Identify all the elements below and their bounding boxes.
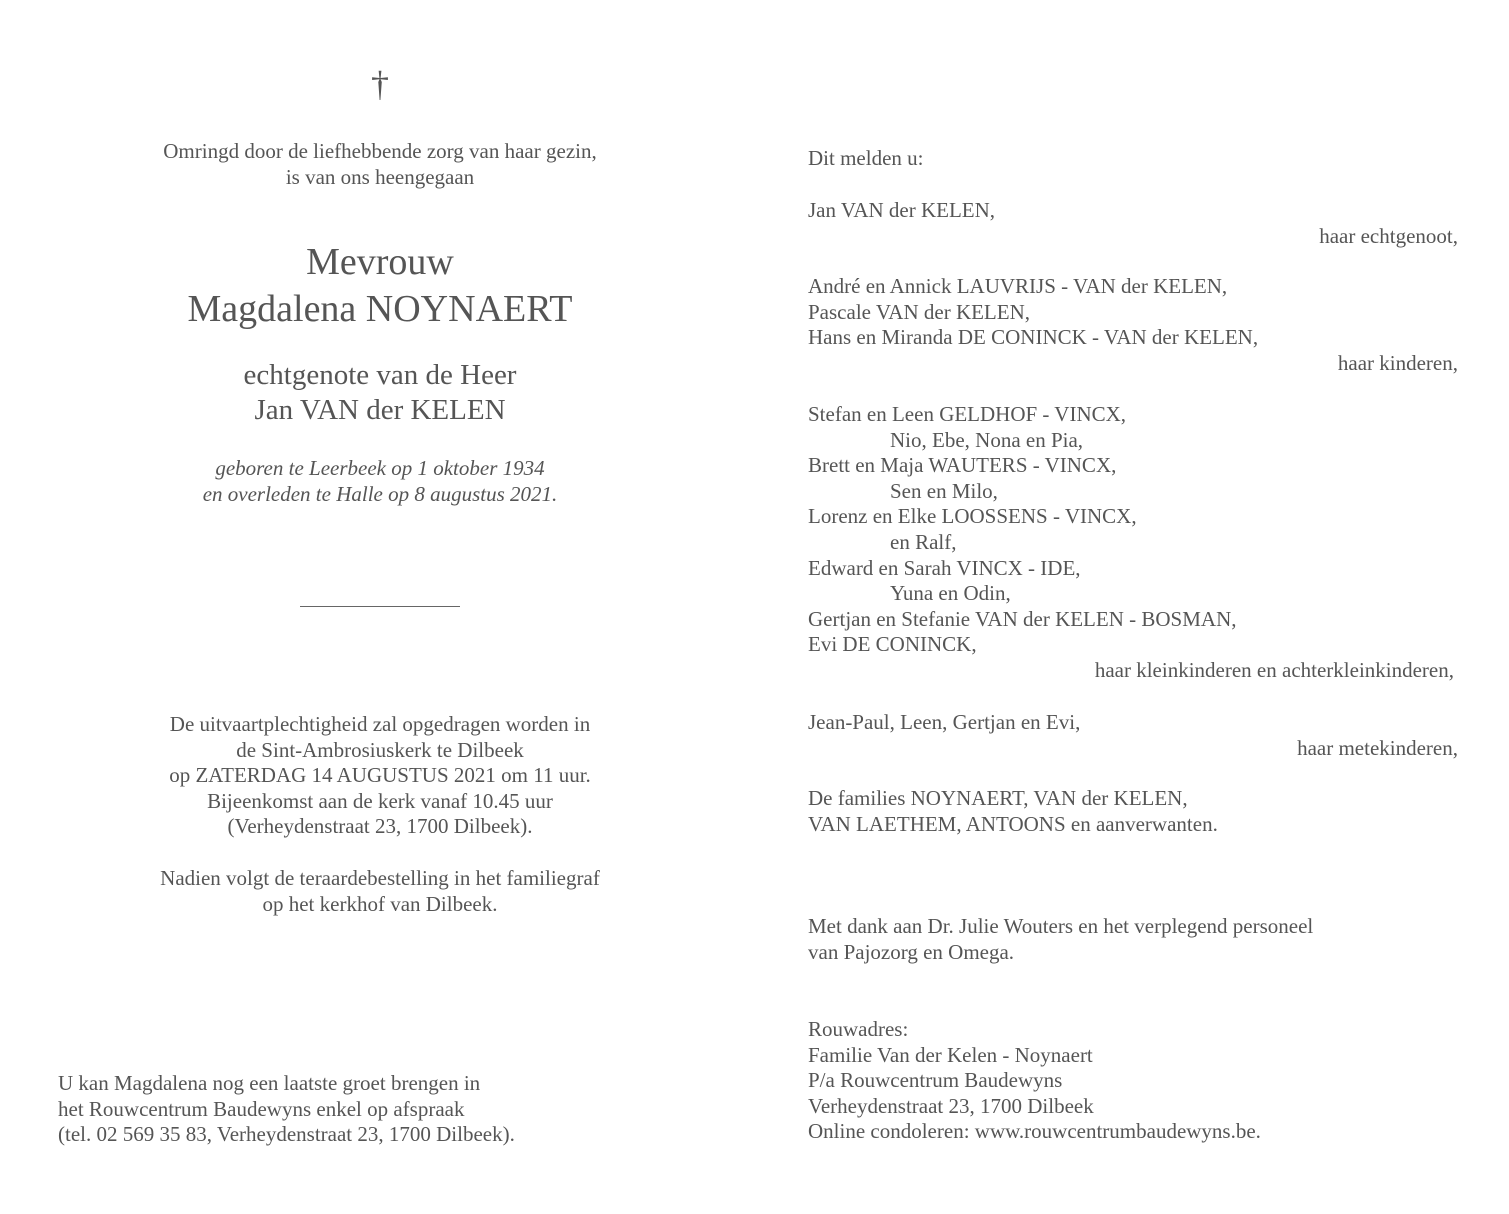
relation-label: haar metekinderen, [1297,735,1458,760]
thanks-block [808,914,1458,965]
child-line: Pascale VAN der KELEN, [808,299,1031,324]
thanks-line: van Pajozorg en Omega. [808,939,1015,964]
families-line: De families NOYNAERT, VAN der KELEN, [808,786,1188,810]
child-line: André en Annick LAUVRIJS - VAN der KELEN, [808,274,1228,298]
death-line: en overleden te Halle op 8 augustus 2021. [202,481,558,506]
visit-line: (tel. 02 569 35 83, Verheydenstraat 23, 1700 Dilbeek). [58,1122,515,1147]
spouse-block [0,358,760,428]
godchildren-line: Jean-Paul, Leen, Gertjan en Evi, [808,710,1081,734]
announce-block [808,146,1458,172]
address-line: Verheydenstraat 23, 1700 Dilbeek [808,1093,1094,1118]
deceased-name [0,239,760,333]
great-grandchild-line: Yuna en Odin, [890,581,1011,606]
condolence-link[interactable]: Online condoleren: www.rouwcentrumbaudewyns.be. [808,1119,1261,1144]
intro-text [0,139,760,190]
families-block [808,786,1458,837]
ceremony-line: de Sint-Ambrosiuskerk te Dilbeek [236,737,524,762]
child-line: Hans en Miranda DE CONINCK - VAN der KELEN, [808,325,1259,350]
dates-block [0,456,760,507]
grandchild-line: Lorenz en Elke LOOSSENS - VINCX, [808,504,1137,529]
relation-label: haar kinderen, [1337,350,1458,375]
spouse-line: Jan VAN der KELEN [254,394,506,426]
relation-label: haar echtgenoot, [1319,223,1458,248]
spouse-name: Jan VAN der KELEN, [808,198,996,222]
grandchild-line: Stefan en Leen GELDHOF - VINCX, [808,402,1127,426]
name-full: Magdalena NOYNAERT [187,288,573,330]
ceremony-line: (Verheydenstraat 23, 1700 Dilbeek). [227,814,533,839]
burial-line: Nadien volgt de teraardebestelling in het familiegraf [160,866,600,890]
intro-line: is van ons heengegaan [285,164,475,189]
announce-line: Dit melden u: [808,146,924,170]
cross-symbol: † [371,64,389,104]
name-title: Mevrouw [306,241,454,283]
great-grandchild-line: en Ralf, [890,529,957,554]
intro-line: Omringd door de liefhebbende zorg van haar gezin, [163,139,597,163]
great-grandchild-line: Sen en Milo, [890,478,998,503]
grandchild-line: Brett en Maja WAUTERS - VINCX, [808,453,1117,478]
grandchild-line: Gertjan en Stefanie VAN der KELEN - BOSMAN, [808,606,1237,631]
children-block [808,274,1458,376]
ceremony-line: De uitvaartplechtigheid zal opgedragen worden in [169,712,591,736]
visit-line: het Rouwcentrum Baudewyns enkel op afspraak [58,1096,465,1121]
visit-line: U kan Magdalena nog een laatste groet brengen in [58,1071,481,1095]
ceremony-line: Bijeenkomst aan de kerk vanaf 10.45 uur [207,788,553,813]
spouse-relatives [808,198,1458,249]
spouse-line: echtgenote van de Heer [243,359,517,391]
grandchild-line: Evi DE CONINCK, [808,632,977,657]
address-line: Familie Van der Kelen - Noynaert [808,1042,1093,1067]
ceremony-line: op ZATERDAG 14 AUGUSTUS 2021 om 11 uur. [169,763,591,788]
families-line: VAN LAETHEM, ANTOONS en aanverwanten. [808,811,1218,836]
burial-block [0,866,760,917]
ceremony-block [0,712,760,840]
great-grandchild-line: Nio, Ebe, Nona en Pia, [890,427,1084,452]
birth-line: geboren te Leerbeek op 1 oktober 1934 [215,456,545,480]
divider-line [300,606,460,607]
godchildren-block [808,710,1458,761]
thanks-line: Met dank aan Dr. Julie Wouters en het verplegend personeel [808,914,1314,938]
grandchild-line: Edward en Sarah VINCX - IDE, [808,555,1081,580]
address-block [808,1017,1458,1145]
grandchildren-block [808,402,1458,684]
relation-label: haar kleinkinderen en achterkleinkinderen, [1094,657,1454,682]
address-line: P/a Rouwcentrum Baudewyns [808,1068,1063,1093]
burial-line: op het kerkhof van Dilbeek. [262,891,498,916]
visit-block [58,1071,515,1148]
address-heading: Rouwadres: [808,1017,909,1041]
